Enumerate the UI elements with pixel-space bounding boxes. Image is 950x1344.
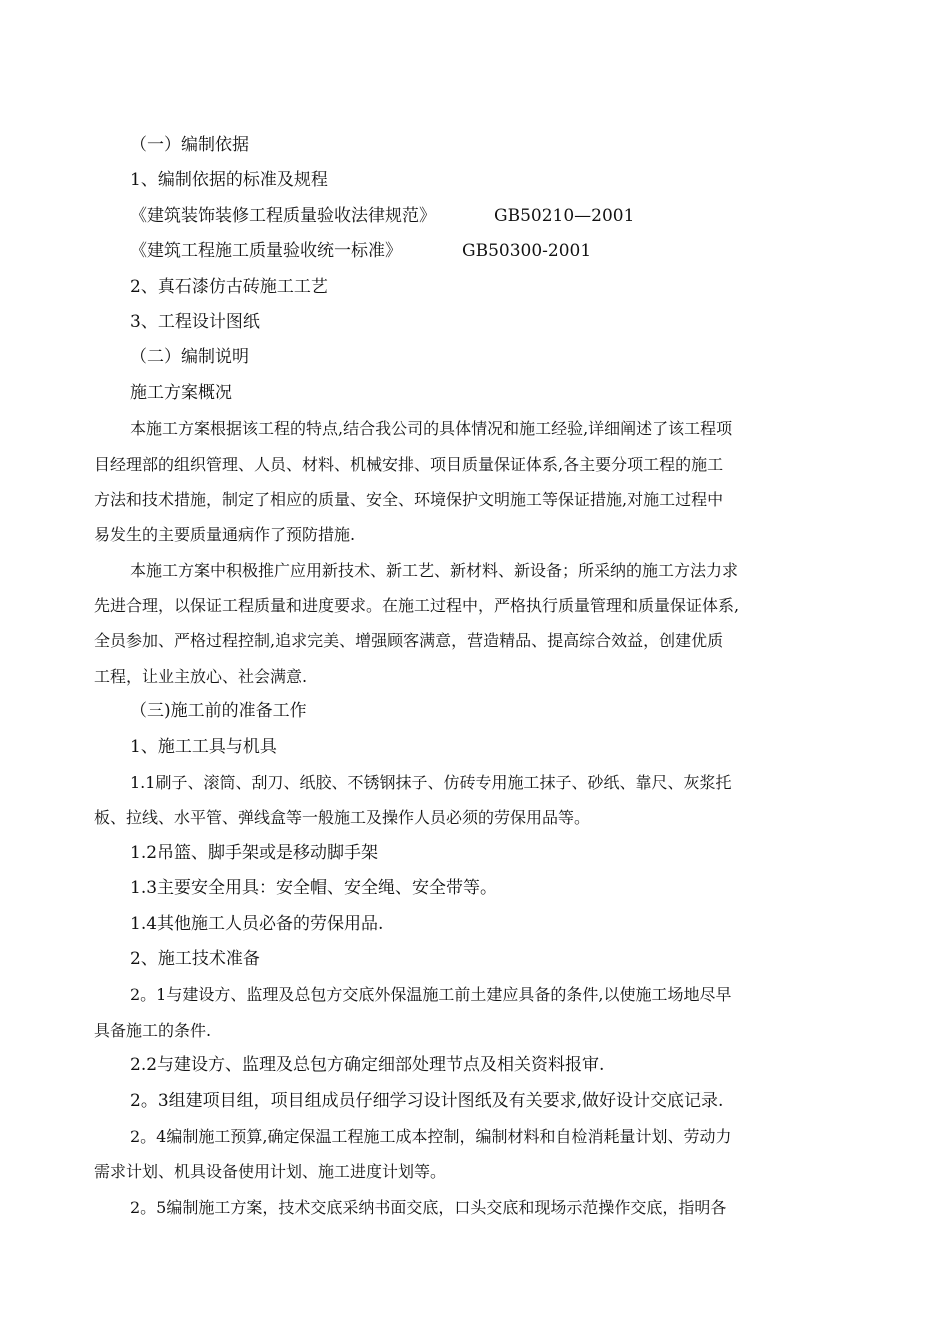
item-2-1-line-2: 具备施工的条件. [94,1020,212,1040]
standard-1-line [94,199,866,234]
section-3-item-1: 1、施工工具与机具 [130,736,277,757]
item-2-4-line-1: 2。4编制施工预算,确定保温工程施工成本控制，编制材料和自检消耗量计划、劳动力 [130,1126,732,1146]
standard-1-name: 《建筑装饰装修工程质量验收法律规范》 [130,205,436,226]
item-2-4 [94,1119,866,1190]
paragraph-1-line-2: 目经理部的组织管理、人员、材料、机械安排、项目质量保证体系,各主要分项工程的施工 [94,454,724,474]
item-1-1 [94,765,866,836]
section-2-heading: （二）编制说明 [130,347,249,368]
paragraph-1 [94,411,866,553]
item-2-1-line-1: 2。1与建设方、监理及总包方交底外保温施工前土建应具备的条件,以使施工场地尽早 [130,985,732,1005]
standard-2-code: GB50300-2001 [462,241,592,262]
item-2-3: 2。3组建项目组，项目组成员仔细学习设计图纸及有关要求,做好设计交底记录. [130,1090,724,1111]
section-3-item-2: 2、施工技术准备 [130,948,260,969]
item-1-2: 1.2吊篮、脚手架或是移动脚手架 [130,842,379,863]
section-2-subheading: 施工方案概况 [130,382,232,403]
document-page [94,128,866,1225]
paragraph-2-line-3: 全员参加、严格过程控制,追求完美、增强顾客满意，营造精品、提高综合效益，创建优质 [94,631,724,651]
item-1-1-line-1: 1.1刷子、滚筒、刮刀、纸胶、不锈钢抹子、仿砖专用施工抹子、砂纸、靠尺、灰浆托 [130,773,732,793]
item-1-1-line-2: 板、拉线、水平管、弹线盒等一般施工及操作人员必须的劳保用品等。 [94,808,591,828]
item-2-2: 2.2与建设方、监理及总包方确定细部处理节点及相关资料报审. [130,1055,605,1076]
section-1-item-1: 1、编制依据的标准及规程 [130,170,328,191]
paragraph-1-line-3: 方法和技术措施，制定了相应的质量、安全、环境保护文明施工等保证措施,对施工过程中 [94,489,724,509]
item-2-5-line-1: 2。5编制施工方案，技术交底采纳书面交底，口头交底和现场示范操作交底，指明各 [130,1197,727,1217]
standard-2-line [94,234,866,269]
standard-1-code: GB50210—2001 [494,205,635,226]
item-2-1 [94,977,866,1048]
standard-2-name: 《建筑工程施工质量验收统一标准》 [130,241,402,262]
paragraph-2 [94,553,866,695]
section-1-heading: （一）编制依据 [130,135,249,155]
item-2-5 [94,1190,866,1225]
section-3-heading: （三)施工前的准备工作 [130,701,307,722]
paragraph-1-line-4: 易发生的主要质量通病作了预防措施. [94,525,356,545]
section-1-item-2: 2、真石漆仿古砖施工工艺 [130,276,328,297]
item-1-3: 1.3主要安全用具：安全帽、安全绳、安全带等。 [130,878,498,899]
paragraph-2-line-2: 先进合理，以保证工程质量和进度要求。在施工过程中，严格执行质量管理和质量保证体系, [94,596,740,616]
item-1-4: 1.4其他施工人员必备的劳保用品. [130,913,384,934]
section-1-item-3: 3、工程设计图纸 [130,311,260,332]
item-2-4-line-2: 需求计划、机具设备使用计划、施工进度计划等。 [94,1162,447,1182]
paragraph-2-line-1: 本施工方案中积极推广应用新技术、新工艺、新材料、新设备；所采纳的施工方法力求 [130,560,739,580]
paragraph-2-line-4: 工程，让业主放心、社会满意. [94,666,308,686]
paragraph-1-line-1: 本施工方案根据该工程的特点,结合我公司的具体情况和施工经验,详细阐述了该工程项 [130,419,733,439]
